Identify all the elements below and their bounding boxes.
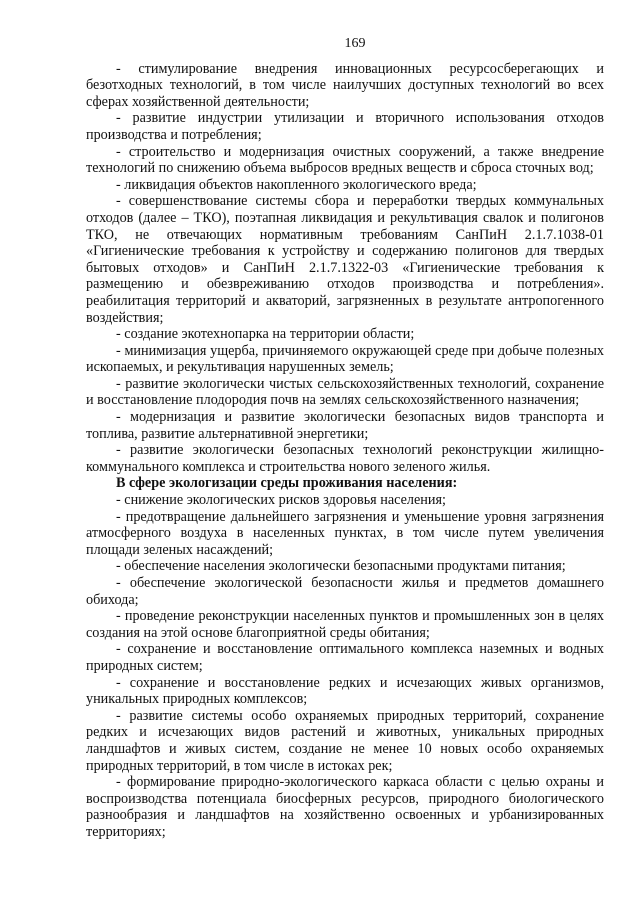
list-item: - сохранение и восстановление оптимального комплекса наземных и водных природных систем; [86,641,604,674]
section-heading: В сфере экологизации среды проживания населения: [116,475,458,492]
list-item: - развитие системы особо охраняемых природных территорий, сохранение редких и исчезающих видов растений и животных, уникальных природных ландшафтов и живых систем, создание не менее 10 новых особо охраняемых природных территорий, в том числе в истоках рек; [86,707,604,774]
list-item: - создание экотехнопарка на территории области; [116,326,415,343]
list-item: - развитие экологически чистых сельскохозяйственных технологий, сохранение и восстановление плодородия почв на землях сельскохозяйственного назначения; [86,375,604,409]
list-item: - формирование природно-экологического каркаса области с целью охраны и воспроизводства потенциала биосферных ресурсов, природного биологического разнообразия и ландшафтов на хозяйственно освоенных и урбанизированных территориях; [86,774,604,840]
page-number: 169 [344,36,366,51]
list-item: - минимизация ущерба, причиняемого окружающей среде при добыче полезных ископаемых, и рекультивация нарушенных земель; [86,342,604,376]
list-item: - ликвидация объектов накопленного экологического вреда; [116,176,477,193]
list-item: - проведение реконструкции населенных пунктов и промышленных зон в целях создания на этой основе благоприятной среды обитания; [86,608,604,641]
list-item: - сохранение и восстановление редких и исчезающих живых организмов, уникальных природных комплексов; [86,674,604,708]
list-item: - строительство и модернизация очистных сооружений, а также внедрение технологий по снижению объема выбросов вредных веществ и сброса сточных вод; [86,143,604,177]
list-item: - развитие индустрии утилизации и вторичного использования отходов производства и потребления; [86,110,604,143]
list-item: - предотвращение дальнейшего загрязнения и уменьшение уровня загрязнения атмосферного воздуха в населенных пунктах, в том числе путем увеличения площади зеленых насаждений; [86,508,604,558]
list-item: - обеспечение населения экологически безопасными продуктами питания; [116,558,566,575]
list-item: - снижение экологических рисков здоровья населения; [116,492,446,509]
list-item: - развитие экологически безопасных технологий реконструкции жилищно-коммунального комплекса и строительства нового зеленого жилья. [86,442,604,475]
list-item: - совершенствование системы сбора и переработки твердых коммунальных отходов (далее – ТКО), поэтапная ликвидация и рекультивация свалок и полигонов ТКО, не отвечающих нормативным требованиям СанПиН 2.1.7.1038-01 «Гигиенические требования к устройству и содержанию полигонов для твердых бытовых отходов» и СанПиН 2.1.7.1322-03 «Гигиенические требования к размещению и обезвреживанию отходов производства и потребления». реабилитация территорий и акваторий, загрязненных в результате антропогенного воздействия; [86,193,604,326]
list-item: - стимулирование внедрения инновационных ресурсосберегающих и безотходных технологий, в том числе наилучших доступных технологий во всех сферах хозяйственной деятельности; [86,60,604,110]
list-item: - обеспечение экологической безопасности жилья и предметов домашнего обихода; [86,575,604,608]
document-body [86,61,604,841]
list-item: - модернизация и развитие экологически безопасных видов транспорта и топлива, развитие альтернативной энергетики; [86,409,604,442]
